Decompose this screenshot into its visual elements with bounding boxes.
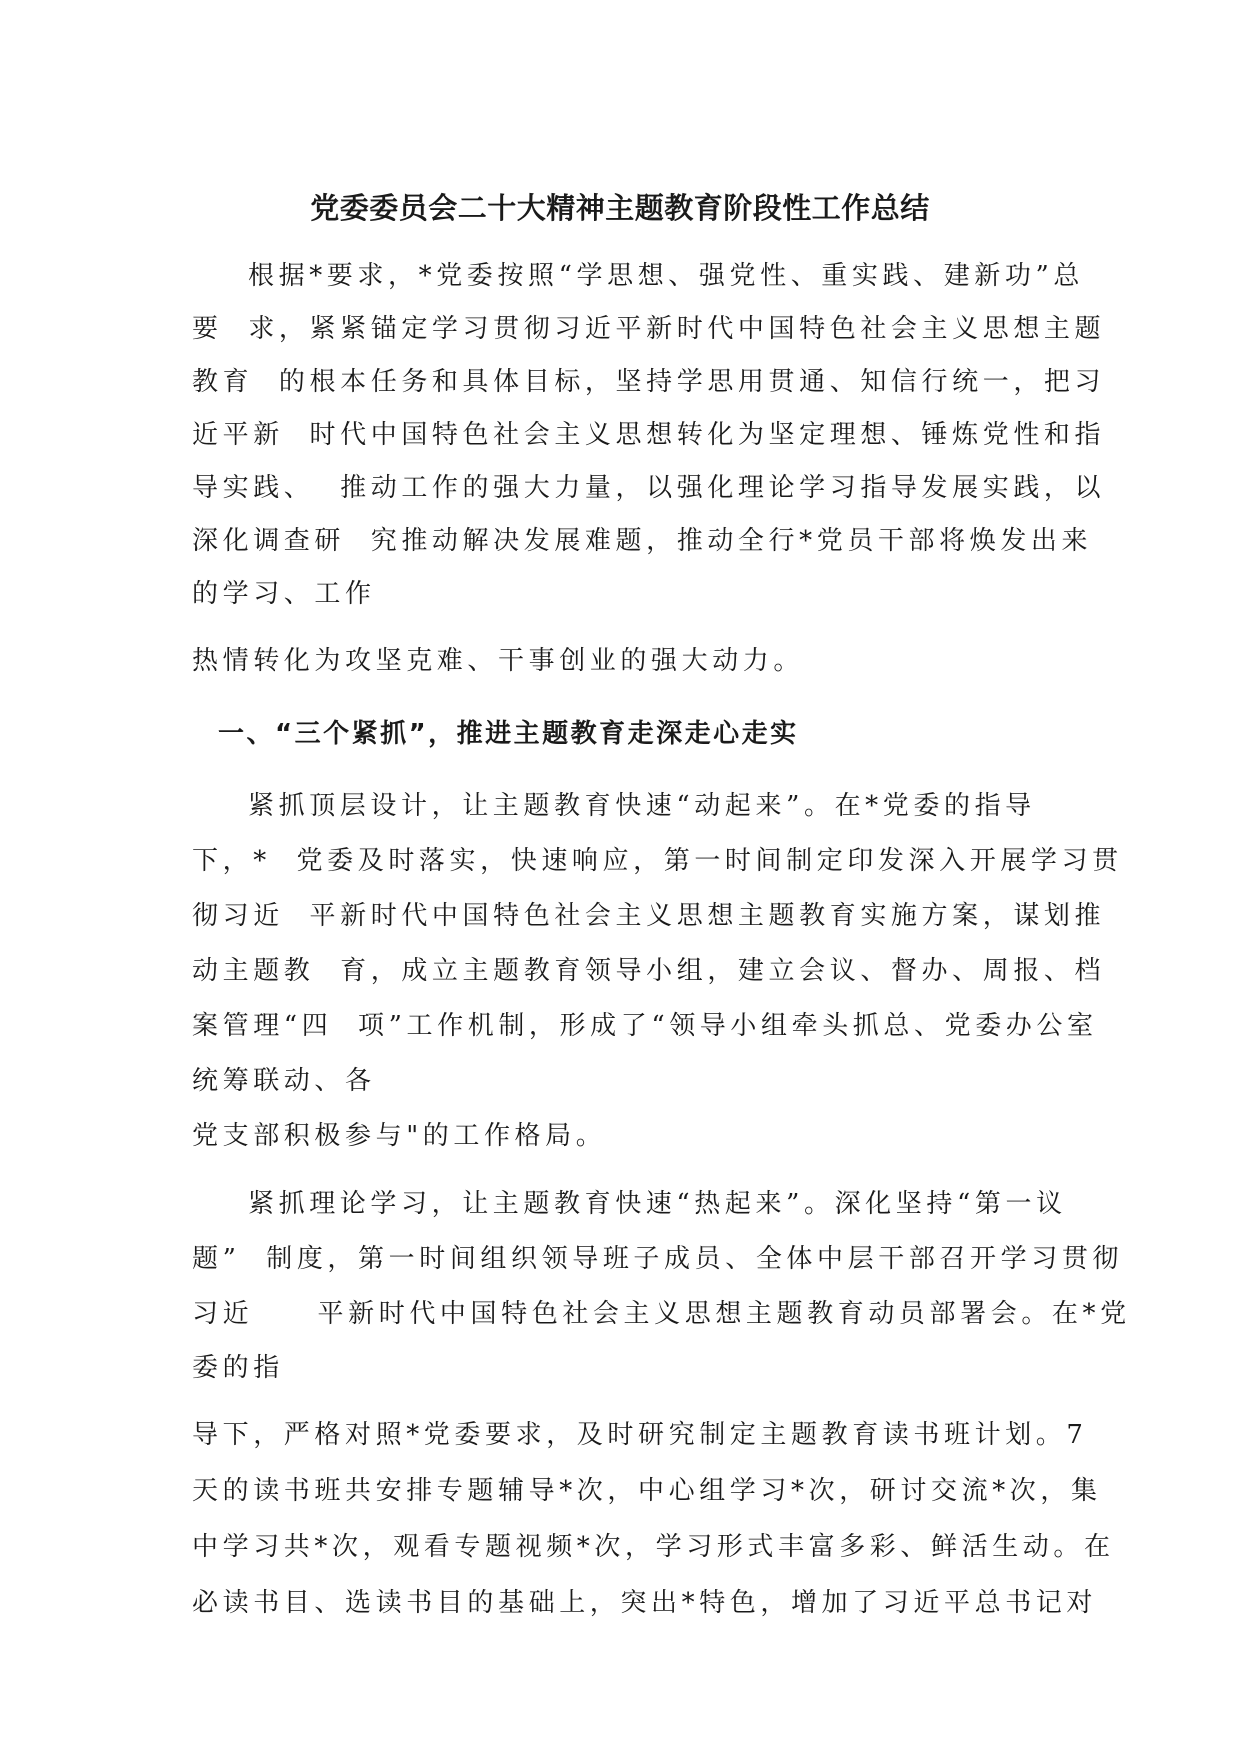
paragraph-1-line: 近平新 时代中国特色社会主义思想转化为坚定理想、锤炼党性和指 bbox=[192, 420, 1106, 450]
paragraph-1-line: 要 求，紧紧锚定学习贯彻习近平新时代中国特色社会主义思想主题 bbox=[192, 314, 1106, 344]
paragraph-2-line: 动主题教 育，成立主题教育领导小组，建立会议、督办、周报、档 bbox=[192, 956, 1106, 986]
paragraph-2-line: 下，* 党委及时落实，快速响应，第一时间制定印发深入开展学习贯 bbox=[192, 846, 1123, 876]
paragraph-3-line: 导下，严格对照*党委要求，及时研究制定主题教育读书班计划。7 bbox=[192, 1420, 1088, 1450]
paragraph-1-line: 的学习、工作 bbox=[192, 579, 376, 609]
paragraph-2-line: 党支部积极参与"的工作格局。 bbox=[192, 1121, 607, 1151]
paragraph-3-line: 委的指 bbox=[192, 1353, 284, 1383]
paragraph-2-line: 紧抓顶层设计，让主题教育快速“动起来”。在*党委的指导 bbox=[248, 791, 1036, 821]
paragraph-3-line: 紧抓理论学习，让主题教育快速“热起来”。深化坚持“第一议 bbox=[248, 1189, 1067, 1219]
paragraph-3-line: 习近 平新时代中国特色社会主义思想主题教育动员部署会。在*党 bbox=[192, 1299, 1131, 1329]
paragraph-3-line: 中学习共*次，观看专题视频*次，学习形式丰富多彩、鲜活生动。在 bbox=[192, 1532, 1115, 1562]
paragraph-1-line: 热情转化为攻坚克难、干事创业的强大动力。 bbox=[192, 646, 805, 676]
paragraph-1-line: 深化调查研 究推动解决发展难题，推动全行*党员干部将焕发出来 bbox=[192, 526, 1093, 556]
paragraph-1-line: 教育 的根本任务和具体目标，坚持学思用贯通、知信行统一，把习 bbox=[192, 367, 1106, 397]
paragraph-3-line: 题” 制度，第一时间组织领导班子成员、全体中层干部召开学习贯彻 bbox=[192, 1244, 1124, 1274]
document-title: 党委委员会二十大精神主题教育阶段性工作总结 bbox=[310, 191, 930, 225]
paragraph-1-line: 根据*要求，*党委按照“学思想、强党性、重实践、建新功”总 bbox=[248, 261, 1084, 291]
paragraph-1-line: 导实践、 推动工作的强大力量，以强化理论学习指导发展实践，以 bbox=[192, 473, 1106, 503]
paragraph-2-line: 案管理“四 项”工作机制，形成了“领导小组牵头抓总、党委办公室 bbox=[192, 1011, 1098, 1041]
section-heading: 一、“三个紧抓”，推进主题教育走深走心走实 bbox=[218, 719, 799, 749]
paragraph-2-line: 彻习近 平新时代中国特色社会主义思想主题教育实施方案，谋划推 bbox=[192, 901, 1106, 931]
paragraph-3-line: 天的读书班共安排专题辅导*次，中心组学习*次，研讨交流*次，集 bbox=[192, 1476, 1102, 1506]
paragraph-3-line: 必读书目、选读书目的基础上，突出*特色，增加了习近平总书记对 bbox=[192, 1588, 1098, 1618]
paragraph-2-line: 统筹联动、各 bbox=[192, 1066, 376, 1096]
